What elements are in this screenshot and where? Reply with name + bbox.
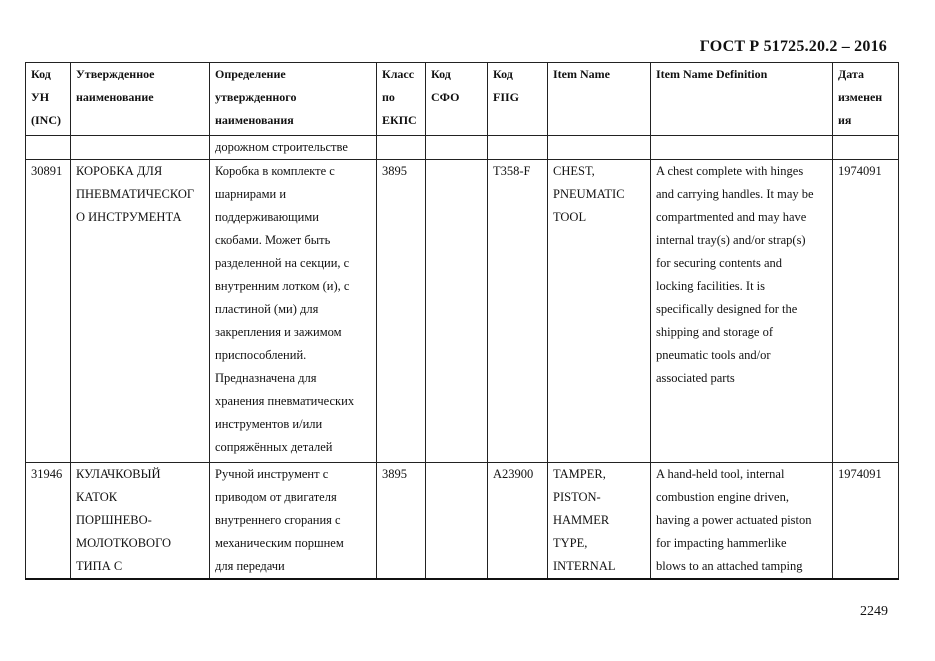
header-fiig-code: Код FIIG: [488, 63, 548, 136]
cell-fiig-code: T358-F: [488, 160, 548, 463]
cell-ekps-class: 3895: [377, 463, 426, 580]
header-definition: Определение утвержденного наименования: [210, 63, 377, 136]
cell-sfo-code: [426, 160, 488, 463]
cell: [651, 136, 833, 160]
cell-approved-name: КУЛАЧКОВЫЙ КАТОК ПОРШНЕВО- МОЛОТКОВОГО ТИПА С: [71, 463, 210, 580]
cell: [833, 136, 899, 160]
cell-change-date: 1974091: [833, 463, 899, 580]
cell-definition: дорожном строительстве: [210, 136, 377, 160]
header-item-name-definition: Item Name Definition: [651, 63, 833, 136]
header-change-date: Дата изменен ия: [833, 63, 899, 136]
table-row: [26, 463, 899, 580]
cell-definition: Коробка в комплекте с шарнирами и поддерживающими скобами. Может быть разделенной на секции, с внутренним лотком (и), с пластиной (ми) для закрепления и зажимом приспособлений. Предназначена для хранения пневматических инструментов и/или сопряжённых деталей: [210, 160, 377, 463]
cell-approved-name: КОРОБКА ДЛЯ ПНЕВМАТИЧЕСКОГ О ИНСТРУМЕНТА: [71, 160, 210, 463]
cell-sfo-code: [426, 463, 488, 580]
cell-item-name: TAMPER, PISTON- HAMMER TYPE, INTERNAL: [548, 463, 651, 580]
table-header-row: [26, 63, 899, 136]
header-approved-name: Утвержденное наименование: [71, 63, 210, 136]
cell-item-name-definition: A chest complete with hinges and carrying handles. It may be compartmented and may have internal tray(s) and/or strap(s) for securing contents and locking facilities. It is specifically designed for the shipping and storage of pneumatic tools and/or associated parts: [651, 160, 833, 463]
header-item-name: Item Name: [548, 63, 651, 136]
cell-item-name: CHEST, PNEUMATIC TOOL: [548, 160, 651, 463]
header-inc: Код УН (INC): [26, 63, 71, 136]
cell: [377, 136, 426, 160]
cell-definition: Ручной инструмент с приводом от двигателя внутреннего сгорания с механическим поршнем для передачи: [210, 463, 377, 580]
document-code: ГОСТ Р 51725.20.2 – 2016: [699, 38, 887, 55]
cell: [26, 136, 71, 160]
catalog-table: [25, 62, 899, 580]
cell: [488, 136, 548, 160]
cell-fiig-code: A23900: [488, 463, 548, 580]
cell-ekps-class: 3895: [377, 160, 426, 463]
cell: [548, 136, 651, 160]
table-row-continuation: [26, 136, 899, 160]
header-sfo-code: Код СФО: [426, 63, 488, 136]
header-ekps-class: Класс по ЕКПС: [377, 63, 426, 136]
cell-item-name-definition: A hand-held tool, internal combustion engine driven, having a power actuated piston for impacting hammerlike blows to an attached tamping: [651, 463, 833, 580]
cell-inc: 30891: [26, 160, 71, 463]
page-number: 2249: [860, 604, 888, 619]
cell-change-date: 1974091: [833, 160, 899, 463]
cell-inc: 31946: [26, 463, 71, 580]
cell: [71, 136, 210, 160]
cell: [426, 136, 488, 160]
table-row: [26, 160, 899, 463]
